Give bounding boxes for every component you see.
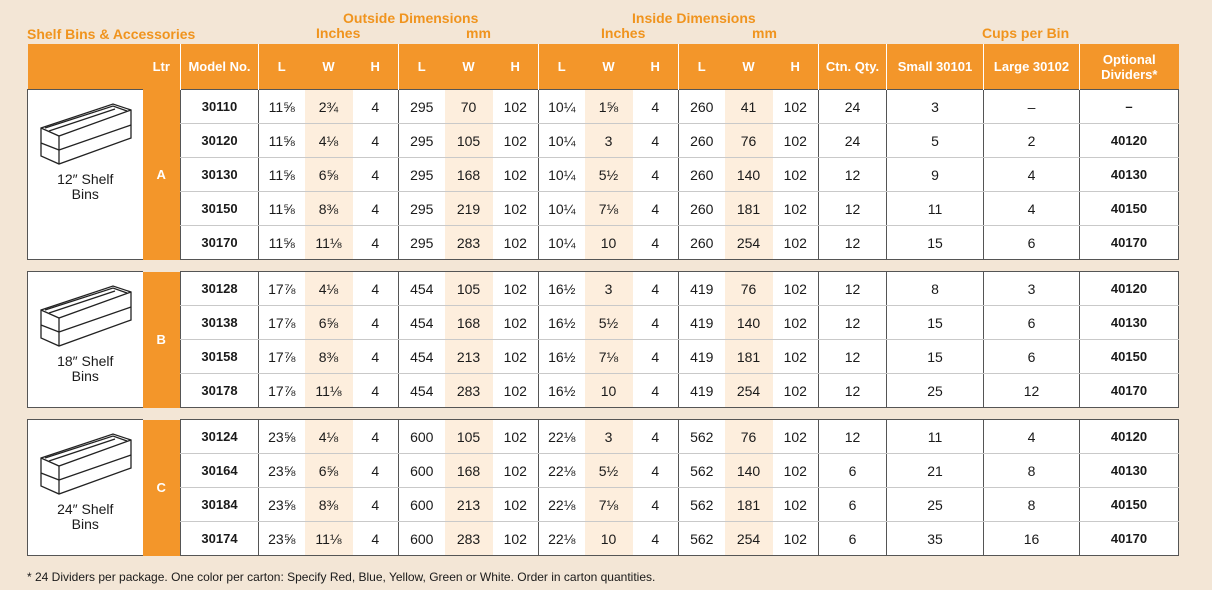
table-cell: 7⅛ [585, 192, 633, 226]
table-cell: 21 [887, 454, 984, 488]
table-cell: 4 [353, 124, 399, 158]
bin-caption: Bins [71, 186, 99, 202]
table-cell: 213 [445, 340, 493, 374]
table-cell: 11⅝ [259, 90, 305, 124]
table-cell: 10 [585, 522, 633, 556]
divider-number: 40170 [1080, 226, 1179, 260]
table-cell: 15 [887, 226, 984, 260]
table-cell: 23⅝ [259, 420, 305, 454]
table-cell: 12 [819, 374, 887, 408]
table-cell: 295 [399, 158, 445, 192]
table-cell: 6 [819, 454, 887, 488]
bin-image-cell [28, 420, 143, 556]
table-cell: 4 [633, 522, 679, 556]
table-cell: 15 [887, 306, 984, 340]
outside-inches-header: Inches [316, 25, 361, 41]
table-cell: 16½ [539, 340, 585, 374]
divider-number: 40130 [1080, 454, 1179, 488]
table-cell: 10 [585, 374, 633, 408]
inside-mm-header: mm [752, 25, 777, 41]
table-cell: 4 [633, 272, 679, 306]
bin-image-cell [28, 272, 143, 408]
table-cell: 4⅛ [305, 124, 353, 158]
table-cell: 562 [679, 420, 725, 454]
table-cell: 7⅛ [585, 488, 633, 522]
table-cell: 4 [633, 124, 679, 158]
model-number: 30174 [181, 522, 259, 556]
table-row [28, 192, 1179, 226]
header-out-mm-w: W [445, 44, 493, 90]
table-cell: 76 [725, 272, 773, 306]
model-number: 30170 [181, 226, 259, 260]
table-cell: 102 [493, 454, 539, 488]
table-cell: 102 [493, 90, 539, 124]
table-cell: 12 [819, 226, 887, 260]
table-cell: 1⅝ [585, 90, 633, 124]
table-cell: 35 [887, 522, 984, 556]
table-cell: 102 [493, 522, 539, 556]
table-cell: 11 [887, 192, 984, 226]
table-cell: 295 [399, 192, 445, 226]
header-in-mm-w: W [725, 44, 773, 90]
table-cell: 4⅛ [305, 420, 353, 454]
header-model: Model No. [181, 44, 259, 90]
table-cell: 4 [353, 90, 399, 124]
table-cell: 102 [773, 488, 819, 522]
header-ltr: Ltr [143, 44, 181, 90]
group-spacer-cell [28, 408, 1179, 420]
table-cell: 76 [725, 420, 773, 454]
table-cell: 295 [399, 226, 445, 260]
header-in-mm-l: L [679, 44, 725, 90]
header-large-cups: Large 30102 [984, 44, 1080, 90]
bin-caption: 24″ Shelf [57, 501, 114, 517]
bin-caption: 18″ Shelf [57, 353, 114, 369]
table-cell: 260 [679, 226, 725, 260]
table-cell: 7⅛ [585, 340, 633, 374]
table-cell: 168 [445, 454, 493, 488]
table-cell: 562 [679, 522, 725, 556]
header-dividers-line2: Dividers* [1101, 66, 1158, 82]
shelf-bin-icon [35, 98, 135, 170]
table-cell: 283 [445, 374, 493, 408]
table-cell: 3 [585, 420, 633, 454]
table-cell: 76 [725, 124, 773, 158]
table-cell: 102 [493, 374, 539, 408]
table-cell: 11 [887, 420, 984, 454]
header-in-in-w: W [585, 44, 633, 90]
table-cell: 4⅛ [305, 272, 353, 306]
table-cell: 4 [353, 522, 399, 556]
table-cell: 102 [493, 272, 539, 306]
outside-dimensions-header: Outside Dimensions [343, 10, 479, 26]
bin-caption: Bins [71, 516, 99, 532]
table-cell: 24 [819, 90, 887, 124]
table-cell: 562 [679, 454, 725, 488]
header-dividers-line1: Optional [1102, 51, 1156, 67]
inside-dimensions-header: Inside Dimensions [632, 10, 756, 26]
table-cell: 9 [887, 158, 984, 192]
table-cell: 3 [984, 272, 1080, 306]
table-cell: 102 [493, 340, 539, 374]
table-cell: 4 [633, 90, 679, 124]
table-cell: 562 [679, 488, 725, 522]
table-cell: 16½ [539, 272, 585, 306]
table-cell: 4 [633, 374, 679, 408]
table-cell: 3 [585, 124, 633, 158]
table-row [28, 272, 1179, 306]
table-cell: 4 [353, 192, 399, 226]
model-number: 30128 [181, 272, 259, 306]
table-cell: 4 [633, 158, 679, 192]
model-number: 30158 [181, 340, 259, 374]
table-cell: 11⅛ [305, 522, 353, 556]
divider-number: – [1080, 90, 1179, 124]
table-cell: 102 [493, 158, 539, 192]
table-cell: 254 [725, 522, 773, 556]
table-cell: 23⅝ [259, 522, 305, 556]
header-out-in-l: L [259, 44, 305, 90]
table-cell: 4 [353, 454, 399, 488]
table-cell: 12 [984, 374, 1080, 408]
table-cell: 254 [725, 226, 773, 260]
table-cell: 24 [819, 124, 887, 158]
table-cell: 4 [353, 420, 399, 454]
table-cell: 11⅛ [305, 374, 353, 408]
header-out-mm-h: H [493, 44, 539, 90]
table-cell: 6 [819, 522, 887, 556]
table-cell: 454 [399, 340, 445, 374]
table-cell: 12 [819, 340, 887, 374]
header-small-cups: Small 30101 [887, 44, 984, 90]
group-letter: C [143, 420, 181, 556]
table-cell: 102 [493, 488, 539, 522]
divider-number: 40150 [1080, 192, 1179, 226]
table-cell: 102 [773, 90, 819, 124]
table-cell: 6 [984, 306, 1080, 340]
header-in-mm-h: H [773, 44, 819, 90]
table-cell: 102 [773, 374, 819, 408]
table-cell: 5½ [585, 306, 633, 340]
table-row [28, 522, 1179, 556]
table-cell: 22⅛ [539, 522, 585, 556]
table-cell: 4 [633, 488, 679, 522]
header-in-in-l: L [539, 44, 585, 90]
table-cell: 12 [819, 158, 887, 192]
table-cell: 4 [984, 192, 1080, 226]
table-cell: 6⅝ [305, 158, 353, 192]
table-cell: 102 [773, 192, 819, 226]
table-cell: 11⅝ [259, 192, 305, 226]
header-out-in-w: W [305, 44, 353, 90]
table-cell: 10¼ [539, 158, 585, 192]
table-cell: 17⅞ [259, 340, 305, 374]
divider-number: 40130 [1080, 158, 1179, 192]
model-number: 30120 [181, 124, 259, 158]
model-number: 30178 [181, 374, 259, 408]
table-cell: 6 [984, 340, 1080, 374]
table-cell: 10¼ [539, 192, 585, 226]
table-cell: 16½ [539, 306, 585, 340]
table-cell: 260 [679, 192, 725, 226]
table-cell: 283 [445, 522, 493, 556]
table-cell: 168 [445, 158, 493, 192]
column-header-row [28, 44, 1179, 90]
table-cell: 22⅛ [539, 488, 585, 522]
bin-image-cell [28, 90, 143, 260]
table-cell: 25 [887, 374, 984, 408]
table-row [28, 488, 1179, 522]
table-cell: 419 [679, 340, 725, 374]
table-cell: 140 [725, 158, 773, 192]
table-cell: 102 [493, 124, 539, 158]
table-cell: 5 [887, 124, 984, 158]
table-cell: 105 [445, 420, 493, 454]
divider-number: 40170 [1080, 522, 1179, 556]
table-cell: 4 [633, 340, 679, 374]
table-cell: 6 [984, 226, 1080, 260]
table-cell: 181 [725, 340, 773, 374]
table-cell: 10 [585, 226, 633, 260]
table-cell: 102 [773, 158, 819, 192]
table-cell: 254 [725, 374, 773, 408]
table-cell: 11⅝ [259, 226, 305, 260]
cups-per-bin-header: Cups per Bin [982, 25, 1070, 41]
header-ctn-qty: Ctn. Qty. [819, 44, 887, 90]
table-cell: 17⅞ [259, 374, 305, 408]
header-dividers [1080, 44, 1179, 90]
table-cell: 600 [399, 522, 445, 556]
table-cell: 10¼ [539, 226, 585, 260]
table-cell: 17⅞ [259, 306, 305, 340]
table-cell: 6⅝ [305, 306, 353, 340]
table-cell: 2 [984, 124, 1080, 158]
table-row [28, 226, 1179, 260]
table-cell: 4 [353, 158, 399, 192]
table-cell: 102 [773, 306, 819, 340]
table-cell: 600 [399, 420, 445, 454]
table-cell: 295 [399, 124, 445, 158]
table-cell: 8⅜ [305, 488, 353, 522]
table-cell: 219 [445, 192, 493, 226]
divider-number: 40120 [1080, 124, 1179, 158]
table-cell: 16½ [539, 374, 585, 408]
group-letter: B [143, 272, 181, 408]
header-blank [28, 44, 143, 90]
table-cell: 8 [984, 488, 1080, 522]
table-cell: 4 [353, 488, 399, 522]
inside-inches-header: Inches [601, 25, 646, 41]
table-cell: 11⅝ [259, 158, 305, 192]
table-cell: 4 [984, 158, 1080, 192]
table-cell: 102 [773, 454, 819, 488]
group-spacer [28, 260, 1179, 272]
table-cell: 5½ [585, 158, 633, 192]
table-cell: 70 [445, 90, 493, 124]
model-number: 30110 [181, 90, 259, 124]
table-cell: 16 [984, 522, 1080, 556]
table-cell: 3 [585, 272, 633, 306]
table-row [28, 454, 1179, 488]
table-cell: 23⅝ [259, 454, 305, 488]
header-out-mm-l: L [399, 44, 445, 90]
table-cell: 11⅛ [305, 226, 353, 260]
table-cell: 4 [353, 374, 399, 408]
table-cell: 454 [399, 374, 445, 408]
table-cell: 12 [819, 272, 887, 306]
model-number: 30150 [181, 192, 259, 226]
table-row [28, 124, 1179, 158]
table-cell: 41 [725, 90, 773, 124]
table-cell: 105 [445, 124, 493, 158]
table-cell: 454 [399, 272, 445, 306]
table-cell: 12 [819, 306, 887, 340]
table-cell: 4 [633, 192, 679, 226]
table-cell: 102 [773, 272, 819, 306]
table-row [28, 420, 1179, 454]
table-cell: 260 [679, 158, 725, 192]
table-cell: 295 [399, 90, 445, 124]
table-cell: 10¼ [539, 124, 585, 158]
table-cell: 12 [819, 192, 887, 226]
table-cell: 6⅝ [305, 454, 353, 488]
bin-caption: 12″ Shelf [57, 171, 114, 187]
header-in-in-h: H [633, 44, 679, 90]
bin-caption: Bins [71, 368, 99, 384]
table-row [28, 158, 1179, 192]
table-cell: 4 [633, 454, 679, 488]
table-cell: 102 [773, 124, 819, 158]
table-cell: 283 [445, 226, 493, 260]
table-cell: 25 [887, 488, 984, 522]
table-cell: 15 [887, 340, 984, 374]
divider-number: 40170 [1080, 374, 1179, 408]
table-cell: 4 [633, 226, 679, 260]
table-cell: 600 [399, 454, 445, 488]
table-cell: 260 [679, 90, 725, 124]
table-cell: 181 [725, 192, 773, 226]
shelf-bin-icon [35, 280, 135, 352]
header-out-in-h: H [353, 44, 399, 90]
table-cell: 181 [725, 488, 773, 522]
table-cell: 11⅝ [259, 124, 305, 158]
table-cell: 168 [445, 306, 493, 340]
table-cell: 17⅞ [259, 272, 305, 306]
table-row [28, 374, 1179, 408]
shelf-bin-icon [35, 428, 135, 500]
table-cell: 3 [887, 90, 984, 124]
table-cell: 22⅛ [539, 454, 585, 488]
divider-number: 40150 [1080, 340, 1179, 374]
table-cell: 102 [493, 420, 539, 454]
divider-number: 40120 [1080, 420, 1179, 454]
model-number: 30138 [181, 306, 259, 340]
table-cell: 140 [725, 306, 773, 340]
model-number: 30124 [181, 420, 259, 454]
table-cell: 4 [353, 306, 399, 340]
divider-number: 40150 [1080, 488, 1179, 522]
table-cell: 22⅛ [539, 420, 585, 454]
table-cell: 105 [445, 272, 493, 306]
table-cell: 102 [493, 192, 539, 226]
group-letter: A [143, 90, 181, 260]
table-row [28, 340, 1179, 374]
table-cell: 140 [725, 454, 773, 488]
table-cell: 4 [353, 226, 399, 260]
table-cell: 4 [633, 306, 679, 340]
table-cell: 454 [399, 306, 445, 340]
table-cell: 213 [445, 488, 493, 522]
table-cell: 5½ [585, 454, 633, 488]
table-cell: 4 [633, 420, 679, 454]
table-cell: 10¼ [539, 90, 585, 124]
table-row [28, 90, 1179, 124]
table-cell: 8⅜ [305, 340, 353, 374]
divider-number: 40120 [1080, 272, 1179, 306]
table-cell: – [984, 90, 1080, 124]
table-cell: 102 [773, 522, 819, 556]
divider-number: 40130 [1080, 306, 1179, 340]
table-cell: 419 [679, 374, 725, 408]
table-cell: 4 [984, 420, 1080, 454]
table-cell: 4 [353, 340, 399, 374]
table-cell: 102 [493, 226, 539, 260]
shelf-bins-table [27, 44, 1179, 556]
table-cell: 4 [353, 272, 399, 306]
table-cell: 102 [493, 306, 539, 340]
table-row [28, 306, 1179, 340]
table-cell: 102 [773, 340, 819, 374]
table-cell: 8⅜ [305, 192, 353, 226]
table-cell: 102 [773, 226, 819, 260]
group-spacer [28, 408, 1179, 420]
table-cell: 419 [679, 272, 725, 306]
table-cell: 260 [679, 124, 725, 158]
page-title: Shelf Bins & Accessories [27, 26, 196, 42]
table-cell: 8 [887, 272, 984, 306]
table-cell: 6 [819, 488, 887, 522]
model-number: 30130 [181, 158, 259, 192]
table-cell: 8 [984, 454, 1080, 488]
table-cell: 102 [773, 420, 819, 454]
model-number: 30184 [181, 488, 259, 522]
outside-mm-header: mm [466, 25, 491, 41]
table-cell: 419 [679, 306, 725, 340]
group-spacer-cell [28, 260, 1179, 272]
table-cell: 12 [819, 420, 887, 454]
table-cell: 2¾ [305, 90, 353, 124]
table-cell: 23⅝ [259, 488, 305, 522]
table-cell: 600 [399, 488, 445, 522]
model-number: 30164 [181, 454, 259, 488]
footnote: * 24 Dividers per package. One color per carton: Specify Red, Blue, Yellow, Green or White. Order in carton quantities. [27, 570, 656, 584]
